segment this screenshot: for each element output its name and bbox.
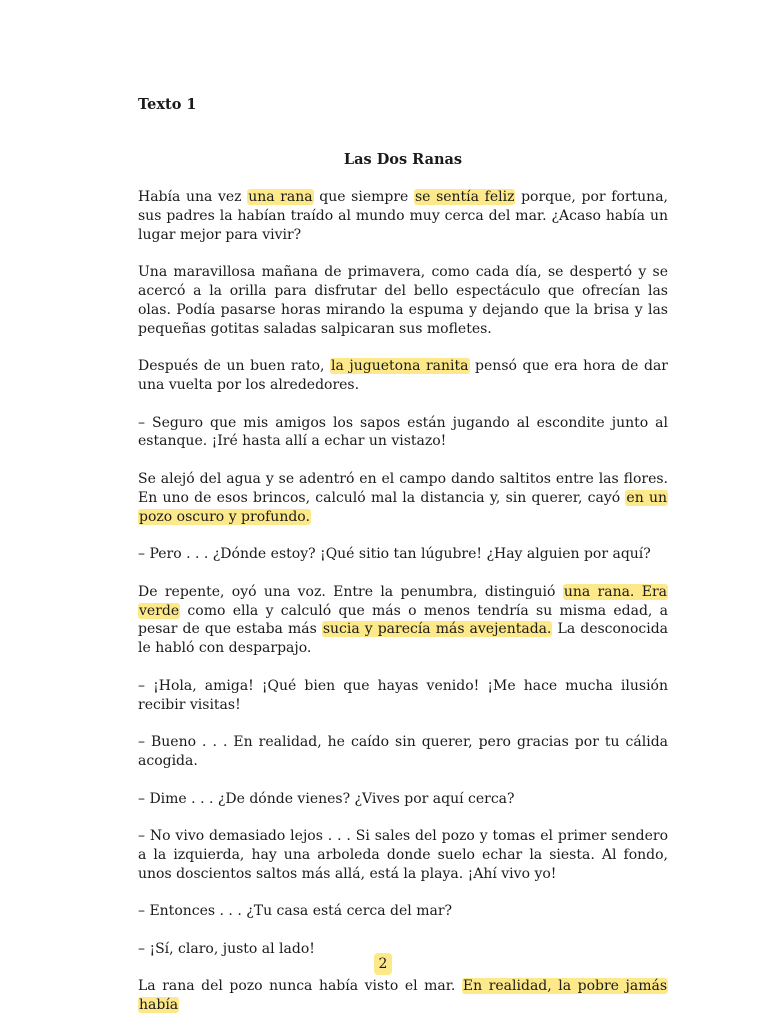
paragraph [138,677,668,715]
paragraph [138,583,668,658]
paragraph-text: Se alejó del agua y se adentró en el campo dando saltitos entre las flores. En uno de esos brincos, calculó mal la distancia y, sin querer, cayó [138,470,668,506]
paragraph-text: – Seguro que mis amigos los sapos están jugando al escondite junto al estanque. ¡Iré hasta allí a echar un vistazo! [138,414,668,450]
paragraph-text: – ¡Hola, amiga! ¡Qué bien que hayas venido! ¡Me hace mucha ilusión recibir visitas! [138,677,668,713]
paragraph [138,357,668,395]
section-label: Texto 1 [138,96,197,113]
story-title: Las Dos Ranas [343,151,463,168]
paragraph [138,977,668,1015]
paragraph-text: – No vivo demasiado lejos . . . Si sales del pozo y tomas el primer sendero a la izquierda, hay una arboleda donde suelo echar la siesta. Al fondo, unos doscientos saltos más allá, está la playa. ¡Ahí vivo yo! [138,828,668,882]
paragraph-text: De repente, oyó una voz. Entre la penumbra, distinguió [138,583,563,600]
paragraph-text: pensó que era hora de dar una vuelta por los alrededores. [138,358,669,393]
paragraph-text: – ¡Sí, claro, justo al lado! [138,940,315,957]
page-number: 2 [374,953,392,975]
highlighted-text: una rana [248,189,313,205]
highlighted-text: una rana. Era verde [139,583,667,619]
story-body [138,188,668,1034]
paragraph [138,902,668,921]
paragraph [138,263,668,338]
paragraph [138,414,668,452]
highlighted-text: en un pozo oscuro y profundo. [139,489,667,525]
paragraph-text: que siempre [313,189,414,205]
paragraph [138,470,668,526]
paragraph [138,827,668,883]
paragraph-text: – Entonces . . . ¿Tu casa está cerca del mar? [138,903,453,920]
paragraph-text: Había una vez [138,189,248,205]
paragraph [138,790,668,809]
highlighted-text: la juguetona ranita [331,358,469,375]
paragraph-text: Después de un buen rato, [138,358,331,375]
paragraph [138,733,668,771]
paragraph [138,940,668,959]
paragraph-text: porque, por fortuna, sus padres la habían traído al mundo muy cerca del mar. ¿Acaso había un lugar mejor para vivir? [138,189,668,243]
highlighted-text: sucia y parecía más avejentada. [322,621,552,638]
highlighted-text: En realidad, la pobre jamás había [139,978,668,1014]
paragraph-text: La desconocida le habló con desparpajo. [138,621,669,657]
paragraph-text: La rana del pozo nunca había visto el mar. [138,978,462,995]
paragraph-text: – Pero . . . ¿Dónde estoy? ¡Qué sitio tan lúgubre! ¿Hay alguien por aquí? [138,546,651,563]
paragraph [138,545,668,564]
paragraph-text: como ella y calculó que más o menos tendría su misma edad, a pesar de que estaba más [138,602,668,638]
paragraph-text: Una maravillosa mañana de primavera, como cada día, se despertó y se acercó a la orilla para disfrutar del bello espectáculo que ofrecían las olas. Podía pasarse horas mirando la espuma y dejando que la brisa y las pequeñas gotitas saladas salpicaran sus mofletes. [138,264,668,337]
paragraph [138,188,668,244]
paragraph-text: – Dime . . . ¿De dónde vienes? ¿Vives por aquí cerca? [138,790,515,807]
highlighted-text: se sentía feliz [414,189,515,205]
paragraph-text: – Bueno . . . En realidad, he caído sin querer, pero gracias por tu cálida acogida. [138,734,668,769]
